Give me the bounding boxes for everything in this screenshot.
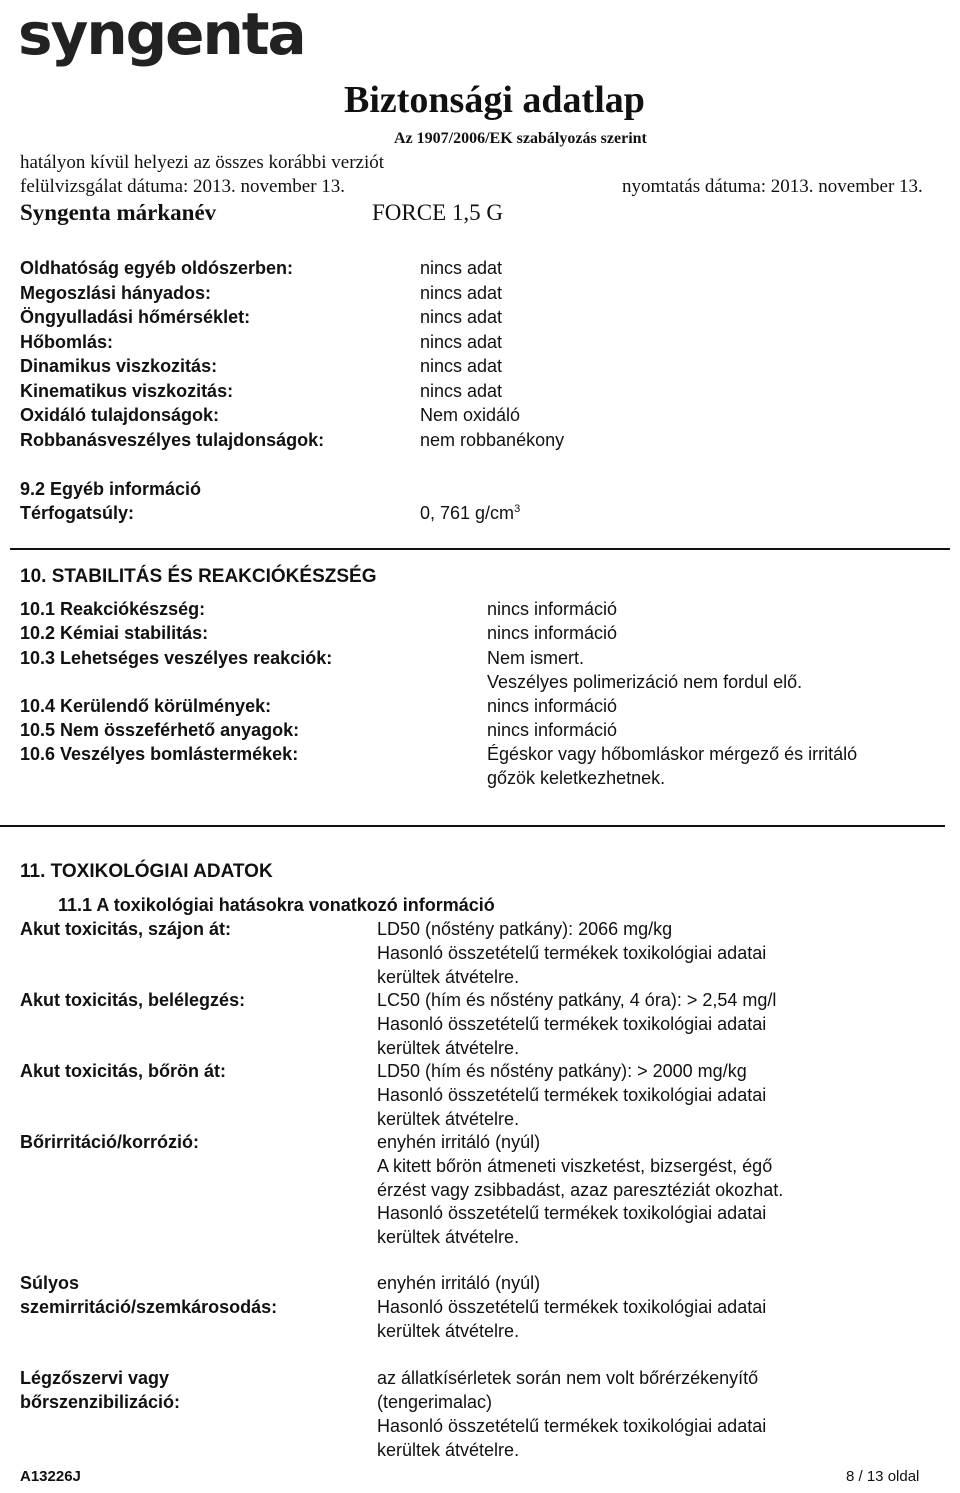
tox-value: enyhén irritáló (nyúl) [377, 1132, 541, 1152]
tox-value: kerültek átvételre. [377, 1038, 520, 1058]
property-value: nincs adat [420, 332, 503, 352]
tox-value: kerültek átvételre. [377, 967, 520, 987]
tox-value: Hasonló összetételű termékek toxikológiai adatai [377, 1085, 767, 1105]
tox-value: Hasonló összetételű termékek toxikológiai adatai [377, 1014, 767, 1034]
subsection-heading: 11.1 A toxikológiai hatásokra vonatkozó információ [58, 895, 495, 915]
tox-value: LD50 (nőstény patkány): 2066 mg/kg [377, 919, 673, 939]
print-date: nyomtatás dátuma: 2013. november 13. [622, 176, 923, 197]
tox-label-dermal: Akut toxicitás, bőrön át: [20, 1061, 227, 1081]
bulk-density-value: 0, 761 $g/cm^3$ [420, 503, 521, 523]
stability-value-continued: Veszélyes polimerizáció nem fordul elő. [487, 672, 803, 692]
tox-label-skin: Bőrirritáció/korrózió: [20, 1132, 200, 1152]
tox-value: (tengerimalac) [377, 1392, 493, 1412]
syngenta-logo: syngenta [18, 0, 305, 68]
stability-value: nincs információ [487, 720, 618, 740]
tox-value: Hasonló összetételű termékek toxikológiai adatai [377, 943, 767, 963]
tox-value: az állatkísérletek során nem volt bőrérzékenyítő [377, 1368, 759, 1388]
property-value: nincs adat [420, 283, 503, 303]
tox-value: kerültek átvételre. [377, 1109, 520, 1129]
brand-value: FORCE 1,5 G [372, 200, 503, 225]
property-label: Robbanásveszélyes tulajdonságok: [20, 430, 325, 450]
tox-value: kerültek átvételre. [377, 1440, 520, 1460]
property-value: nincs adat [420, 307, 503, 327]
stability-value-continued: gőzök keletkezhetnek. [487, 768, 666, 788]
supersedes-note: hatályon kívül helyezi az összes korábbi verziót [20, 152, 385, 173]
section-divider [0, 825, 945, 827]
tox-value: LD50 (hím és nőstény patkány): > 2000 mg/kg [377, 1061, 747, 1081]
property-label: Öngyulladási hőmérséklet: [20, 307, 251, 327]
property-label: Megoszlási hányados: [20, 283, 212, 303]
document-title: Biztonsági adatlap [344, 79, 645, 121]
stability-label: 10.3 Lehetséges veszélyes reakciók: [20, 648, 333, 668]
tox-label-sensitization: Légzőszervi vagy [20, 1368, 170, 1388]
tox-value: Hasonló összetételű termékek toxikológiai adatai [377, 1203, 767, 1223]
section-divider [10, 548, 950, 550]
property-value: nincs adat [420, 258, 503, 278]
section-heading: 11. TOXIKOLÓGIAI ADATOK [20, 861, 273, 882]
tox-value: A kitett bőrön átmeneti viszketést, bizsergést, égő [377, 1156, 773, 1176]
stability-label: 10.6 Veszélyes bomlástermékek: [20, 744, 299, 764]
tox-label-eye: Súlyos [20, 1273, 80, 1293]
tox-label-eye-continued: szemirritáció/szemkárosodás: [20, 1297, 278, 1317]
stability-value: nincs információ [487, 623, 618, 643]
revision-date: felülvizsgálat dátuma: 2013. november 13. [20, 176, 346, 197]
tox-value: Hasonló összetételű termékek toxikológiai adatai [377, 1416, 767, 1436]
tox-value: kerültek átvételre. [377, 1321, 520, 1341]
tox-label-sensitization-continued: bőrszenzibilizáció: [20, 1392, 181, 1412]
stability-label: 10.1 Reakciókészség: [20, 599, 206, 619]
stability-label: 10.5 Nem összeférhető anyagok: [20, 720, 300, 740]
tox-value: Hasonló összetételű termékek toxikológiai adatai [377, 1297, 767, 1317]
property-label: Oxidáló tulajdonságok: [20, 405, 220, 425]
tox-label-inhalation: Akut toxicitás, belélegzés: [20, 990, 246, 1010]
property-label: Oldhatóság egyéb oldószerben: [20, 258, 294, 278]
stability-value: nincs információ [487, 599, 618, 619]
stability-value: Égéskor vagy hőbomláskor mérgező és irritáló [487, 744, 858, 764]
document-code: A13226J [20, 1468, 81, 1485]
stability-label: 10.2 Kémiai stabilitás: [20, 623, 209, 643]
regulation-note: Az 1907/2006/EK szabályozás szerint [394, 130, 647, 147]
stability-value: nincs információ [487, 696, 618, 716]
property-value: nem robbanékony [420, 430, 565, 450]
property-value: nincs adat [420, 381, 503, 401]
property-label: Dinamikus viszkozitás: [20, 356, 218, 376]
tox-value: kerültek átvételre. [377, 1227, 520, 1247]
bulk-density-label: Térfogatsúly: [20, 503, 135, 523]
tox-value: érzést vagy zsibbadást, azaz paresztéziát okozhat. [377, 1180, 784, 1200]
property-label: Kinematikus viszkozitás: [20, 381, 234, 401]
page-number: 8 / 13 oldal [846, 1468, 920, 1485]
tox-label-oral: Akut toxicitás, szájon át: [20, 919, 232, 939]
stability-label: 10.4 Kerülendő körülmények: [20, 696, 272, 716]
section-heading: 10. STABILITÁS ÉS REAKCIÓKÉSZSÉG [20, 566, 377, 587]
subsection-heading: 9.2 Egyéb információ [20, 479, 202, 499]
property-label: Hőbomlás: [20, 332, 114, 352]
tox-value: enyhén irritáló (nyúl) [377, 1273, 541, 1293]
property-value: Nem oxidáló [420, 405, 521, 425]
brand-label: Syngenta márkanév [20, 200, 217, 225]
stability-value: Nem ismert. [487, 648, 585, 668]
tox-value: LC50 (hím és nőstény patkány, 4 óra): > 2,54 mg/l [377, 990, 777, 1010]
property-value: nincs adat [420, 356, 503, 376]
